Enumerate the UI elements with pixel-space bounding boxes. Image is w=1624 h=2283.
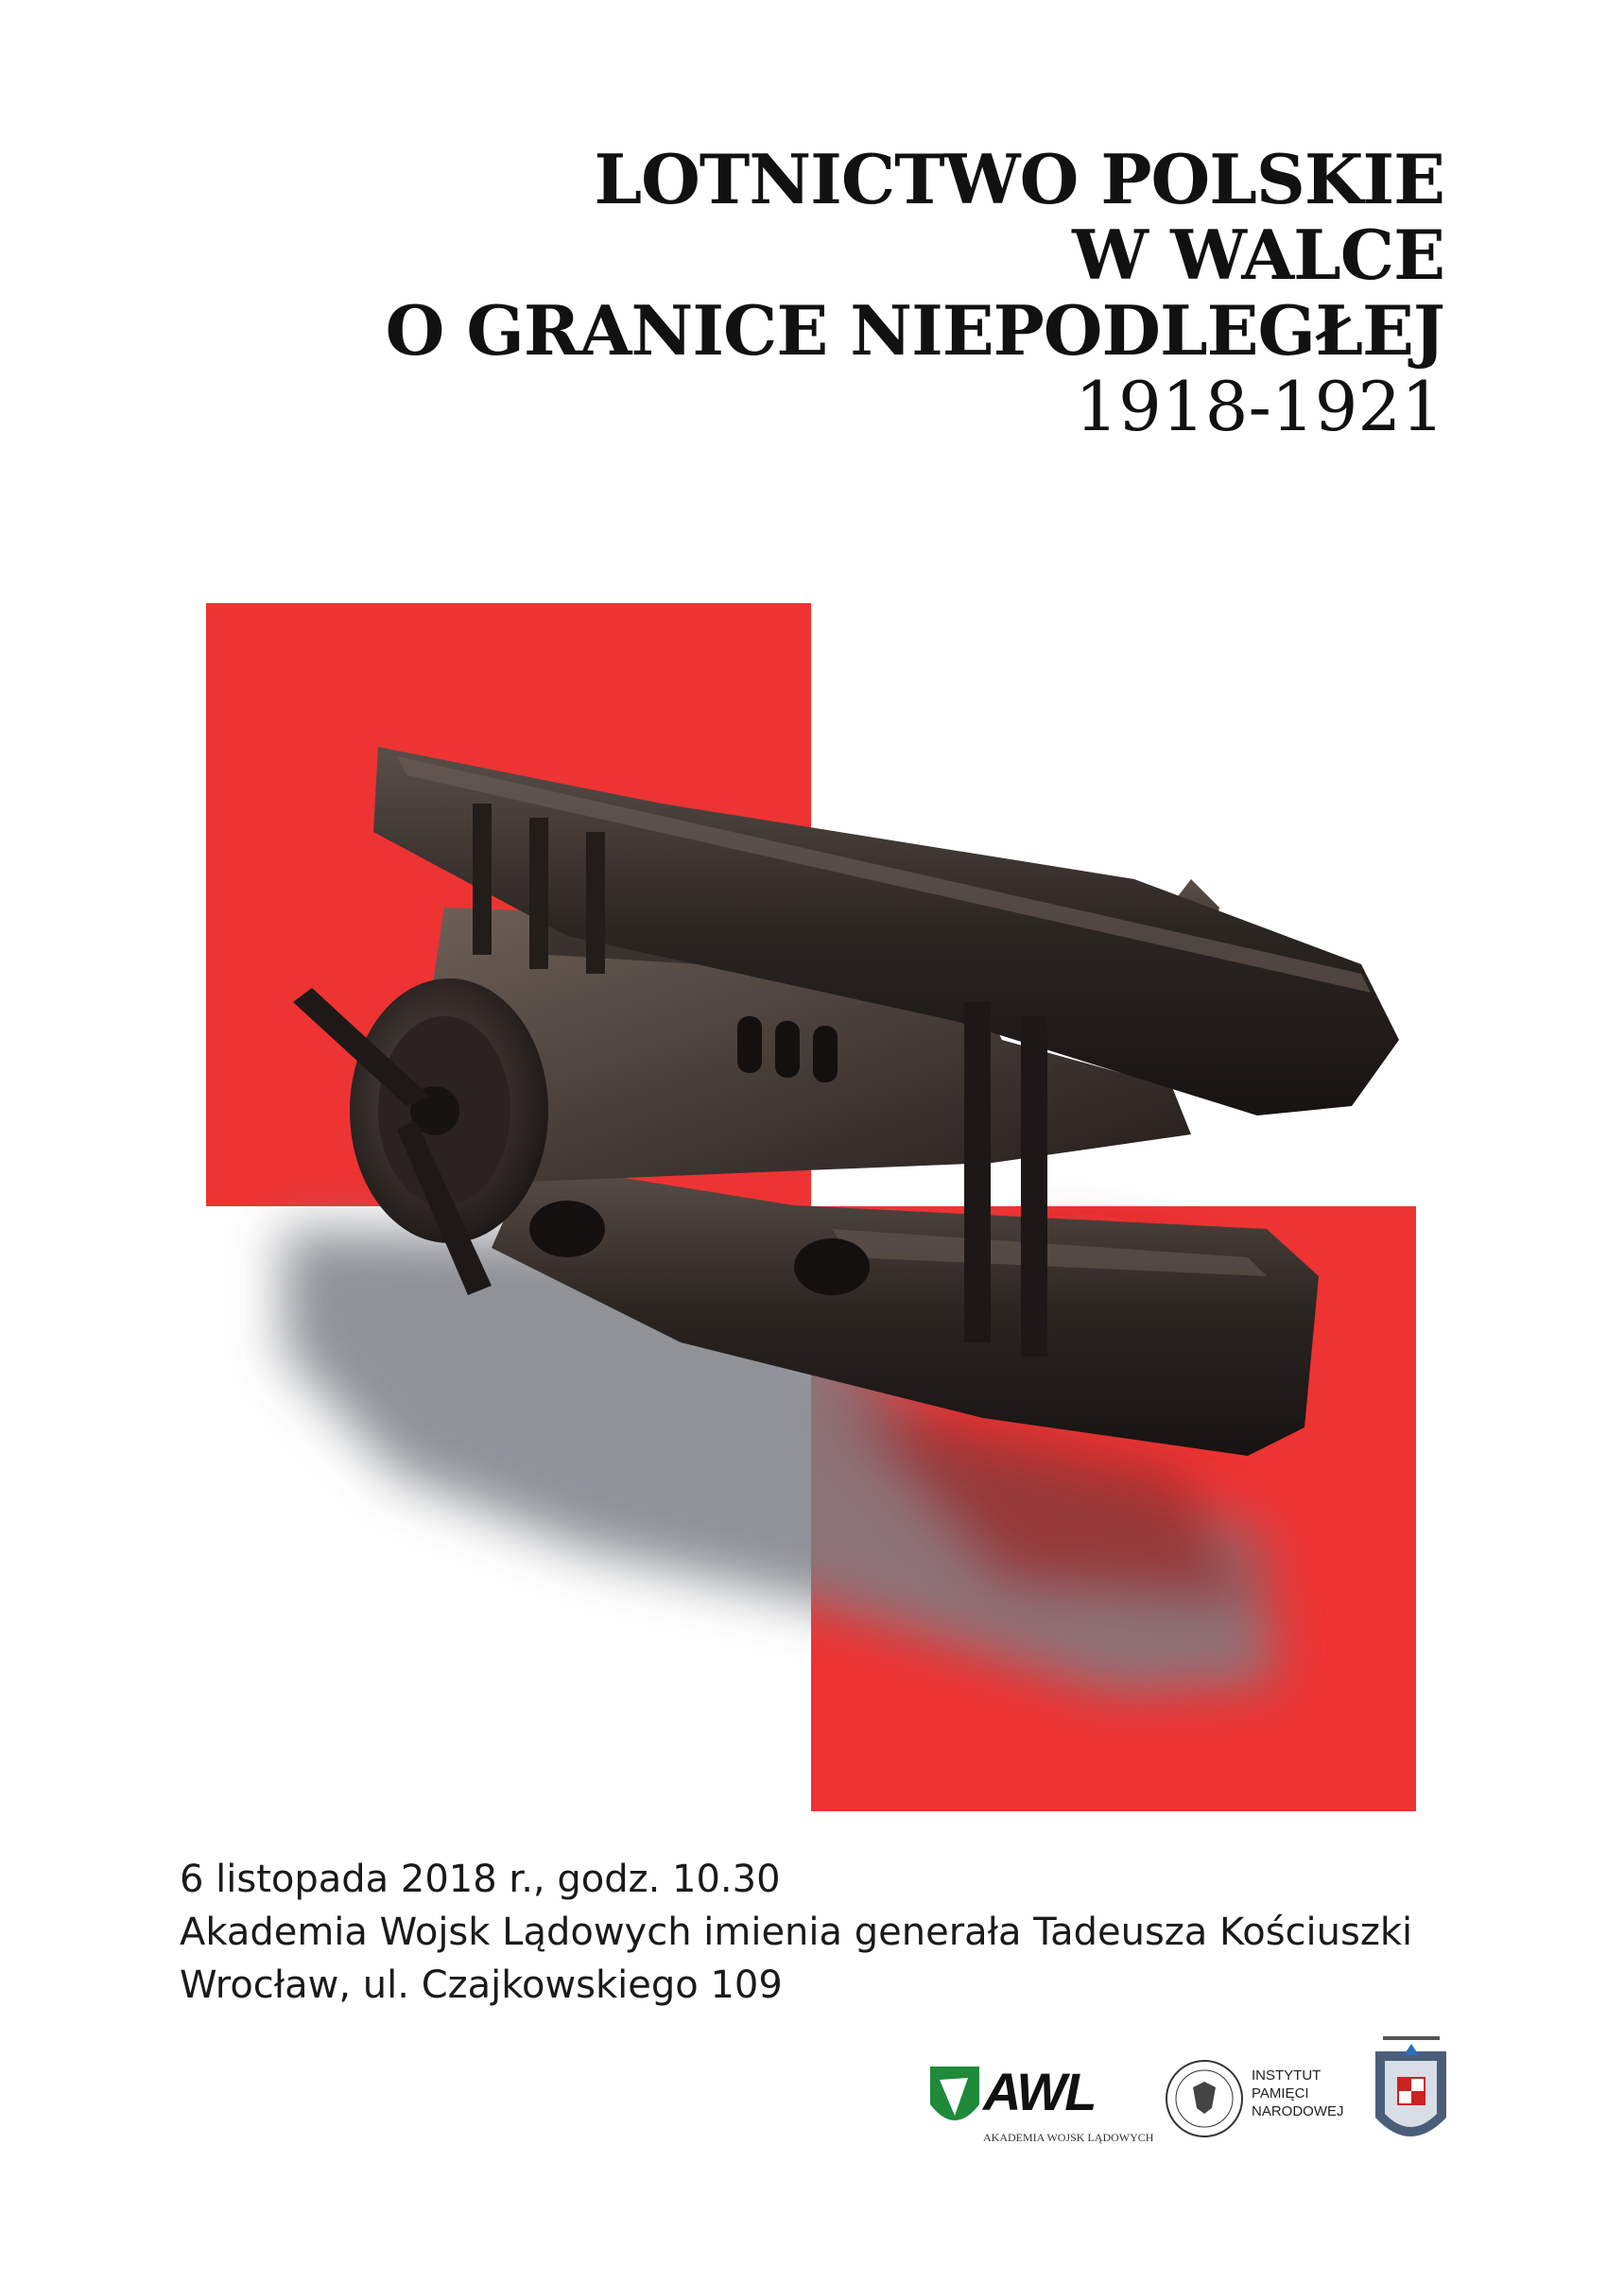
- ipn-name: [1252, 2067, 1344, 2120]
- military-unit-emblem: [1366, 2032, 1456, 2160]
- event-address: Wrocław, ul. Czajkowskiego 109: [180, 1963, 783, 2007]
- partner-logos: [926, 2032, 1456, 2165]
- ipn-seal-icon: [1165, 2059, 1244, 2138]
- event-details: [180, 1853, 1503, 2012]
- event-venue: Akademia Wojsk Lądowych imienia generała Tadeusza Kościuszki: [180, 1911, 1413, 1954]
- ipn-line-3: NARODOWEJ: [1252, 2103, 1344, 2119]
- awl-mark: AWL: [983, 2062, 1096, 2121]
- awl-emblem-icon: [926, 2061, 983, 2136]
- ipn-line-1: INSTYTUT: [1252, 2067, 1322, 2084]
- awl-subtitle: AKADEMIA WOJSK LĄDOWYCH: [983, 2131, 1154, 2144]
- ipn-line-2: PAMIĘCI: [1252, 2085, 1309, 2101]
- military-unit-emblem-icon: [1366, 2032, 1456, 2160]
- event-date-time: 6 listopada 2018 r., godz. 10.30: [180, 1858, 781, 1901]
- title-line-2: W WALCE: [1072, 215, 1444, 295]
- awl-logo: [926, 2051, 1153, 2155]
- ipn-logo: [1165, 2042, 1354, 2155]
- title-years: 1918-1921: [1075, 367, 1444, 446]
- title-line-1: LOTNICTWO POLSKIE: [594, 139, 1444, 219]
- title-line-3: O GRANICE NIEPODLEGŁEJ: [385, 290, 1444, 371]
